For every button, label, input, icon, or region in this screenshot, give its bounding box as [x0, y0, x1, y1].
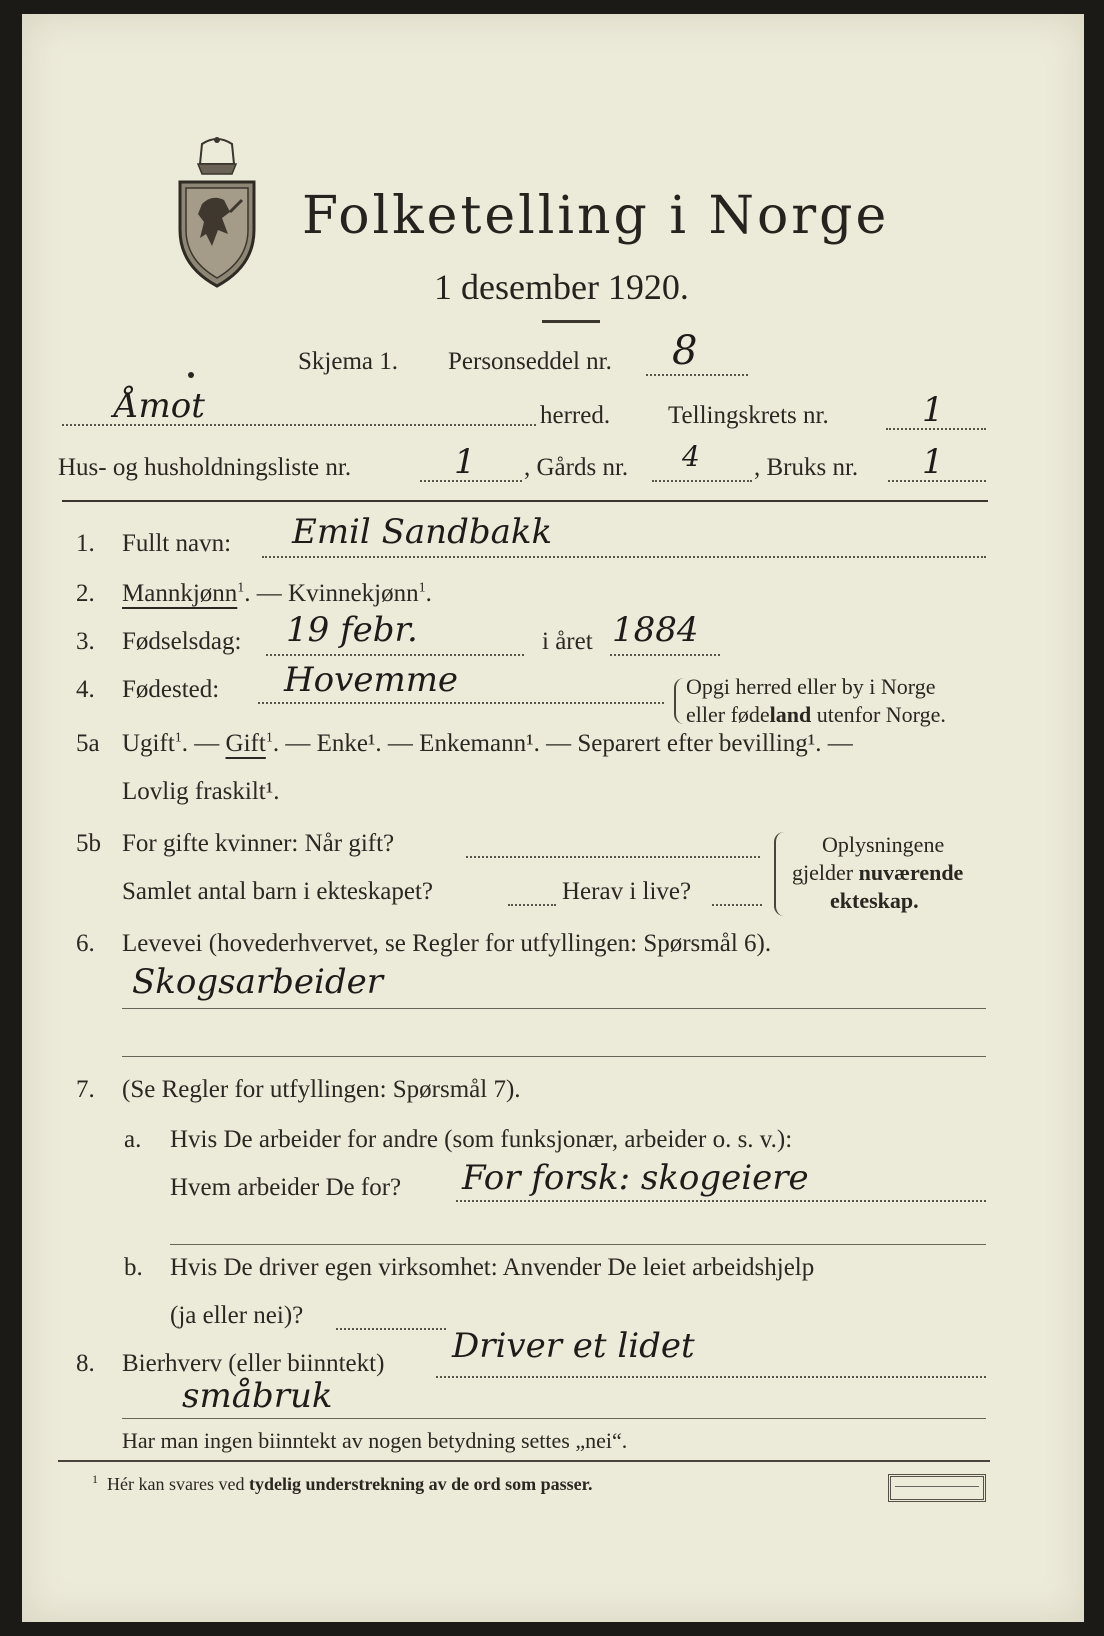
q4-line — [258, 702, 664, 704]
husholdningsliste-label: Hus- og husholdningsliste nr. — [58, 454, 352, 481]
side-occupation-value-line2[interactable]: småbruk — [182, 1376, 333, 1416]
footnote-divider — [58, 1460, 990, 1462]
employer-value[interactable]: For forsk: skogeiere — [462, 1158, 809, 1198]
personseddel-label: Personseddel nr. — [448, 348, 612, 375]
personseddel-line — [646, 374, 748, 376]
side-occupation-value-line1[interactable]: Driver et lidet — [452, 1326, 695, 1366]
q7-number: 7. — [76, 1076, 95, 1103]
q6-number: 6. — [76, 930, 95, 957]
q5b-brace — [774, 832, 786, 916]
husholdningsliste-value[interactable]: 1 — [454, 442, 476, 482]
option-lovlig-fraskilt[interactable]: Lovlig fraskilt¹. — [122, 778, 280, 805]
q1-line — [262, 556, 986, 558]
married-when-line[interactable] — [466, 856, 760, 858]
q4-label: Fødested: — [122, 676, 220, 703]
coat-of-arms-icon — [172, 134, 262, 294]
gaards-line — [652, 480, 752, 482]
q7b-line2: (ja eller nei)? — [170, 1302, 304, 1329]
option-gift-selected[interactable]: Gift — [225, 730, 266, 757]
q3-year-label: i året — [542, 628, 593, 655]
q7a-answer-line — [456, 1200, 986, 1202]
bruks-value[interactable]: 1 — [922, 442, 944, 482]
q6-line1 — [122, 1008, 986, 1009]
q5b-label3: Herav i live? — [562, 878, 692, 905]
q4-note-line2: eller fødeland utenfor Norge. — [686, 702, 946, 727]
children-alive-line[interactable] — [712, 904, 762, 906]
q5b-label1: For gifte kvinner: Når gift? — [122, 830, 395, 857]
ink-dot — [188, 372, 194, 378]
census-form-page — [22, 14, 1084, 1622]
q8-number: 8. — [76, 1350, 95, 1377]
q4-number: 4. — [76, 676, 95, 703]
full-name-value[interactable]: Emil Sandbakk — [292, 512, 553, 552]
skjema-label: Skjema 1. — [298, 348, 398, 375]
birthplace-value[interactable]: Hovemme — [284, 660, 459, 700]
gaards-label: , Gårds nr. — [524, 454, 629, 481]
q3-date-line — [266, 654, 524, 656]
bruks-label: , Bruks nr. — [754, 454, 859, 481]
birth-year-value[interactable]: 1884 — [612, 610, 699, 650]
option-kvinnekjonn[interactable]: . — Kvinnekjønn — [244, 580, 419, 607]
q4-note-line1: Opgi herred eller by i Norge — [686, 674, 936, 699]
q8-line1 — [436, 1376, 986, 1378]
q2-sup2: 1 — [418, 580, 426, 596]
printer-stamp — [888, 1474, 986, 1502]
q3-number: 3. — [76, 628, 95, 655]
personseddel-value[interactable]: 8 — [672, 328, 698, 374]
q8-line2 — [122, 1418, 986, 1419]
q3-year-line — [610, 654, 720, 656]
hired-help-line[interactable] — [336, 1328, 446, 1330]
tellingskrets-value[interactable]: 1 — [922, 390, 944, 430]
herred-value[interactable]: Åmot — [114, 386, 205, 426]
q5a-options: Ugift$^1$. — Gift$^1$. — Enke¹. — Enkemann¹. — Separert efter bevilling¹. — — [122, 730, 853, 757]
q7b-letter: b. — [124, 1254, 143, 1281]
option-ugift[interactable]: Ugift — [122, 730, 175, 757]
gaards-value[interactable]: 4 — [682, 440, 700, 473]
bleed-through — [952, 94, 957, 117]
birthdate-value[interactable]: 19 febr. — [286, 610, 418, 650]
title-divider — [542, 320, 600, 323]
q2-number: 2. — [76, 580, 95, 607]
q5b-note3: ekteskap. — [830, 888, 919, 913]
q7a-line1: Hvis De arbeider for andre (som funksjonær, arbeider o. s. v.): — [170, 1126, 793, 1153]
q2-options — [122, 580, 432, 608]
tellingskrets-label: Tellingskrets nr. — [668, 402, 829, 429]
footnote: $^1$ Hér kan svares ved tydelig understrekning av de ord som passer. — [92, 1472, 593, 1494]
occupation-value[interactable]: Skogsarbeider — [132, 962, 383, 1002]
q5b-note2: gjelder nuværende — [792, 860, 964, 885]
q5a-number: 5a — [76, 730, 100, 757]
q5b-number: 5b — [76, 830, 101, 857]
q7a-letter: a. — [124, 1126, 142, 1153]
q2-sup1: 1 — [237, 580, 245, 596]
q4-brace — [674, 678, 684, 724]
children-count-line[interactable] — [508, 904, 556, 906]
q6-label: Levevei (hovederhvervet, se Regler for utfyllingen: Spørsmål 6). — [122, 930, 772, 957]
q7a-line2: Hvem arbeider De for? — [170, 1174, 402, 1201]
option-mannkjonn-selected[interactable]: Mannkjønn — [122, 580, 238, 607]
q5b-note1: Oplysningene — [822, 832, 945, 857]
q8-note: Har man ingen biinntekt av nogen betydning settes „nei“. — [122, 1428, 628, 1453]
q7-label: (Se Regler for utfyllingen: Spørsmål 7). — [122, 1076, 521, 1103]
header-divider — [62, 500, 988, 502]
herred-label: herred. — [540, 402, 611, 429]
q3-label: Fødselsdag: — [122, 628, 242, 655]
q1-number: 1. — [76, 530, 95, 557]
q6-line2 — [122, 1056, 986, 1057]
q1-label: Fullt navn: — [122, 530, 232, 557]
q7b-line1: Hvis De driver egen virksomhet: Anvender De leiet arbeidshjelp — [170, 1254, 815, 1281]
form-title: Folketelling i Norge — [302, 186, 890, 246]
q7a-extra-line — [170, 1244, 986, 1245]
q5b-label2: Samlet antal barn i ekteskapet? — [122, 878, 433, 905]
q8-label: Bierhverv (eller biinntekt) — [122, 1350, 385, 1377]
form-date: 1 desember 1920. — [434, 267, 689, 307]
q2-end: . — [425, 580, 432, 607]
option-enke-enkemann-separert[interactable]: . — Enke¹. — Enkemann¹. — Separert efter bevilling¹. — — [272, 730, 853, 757]
